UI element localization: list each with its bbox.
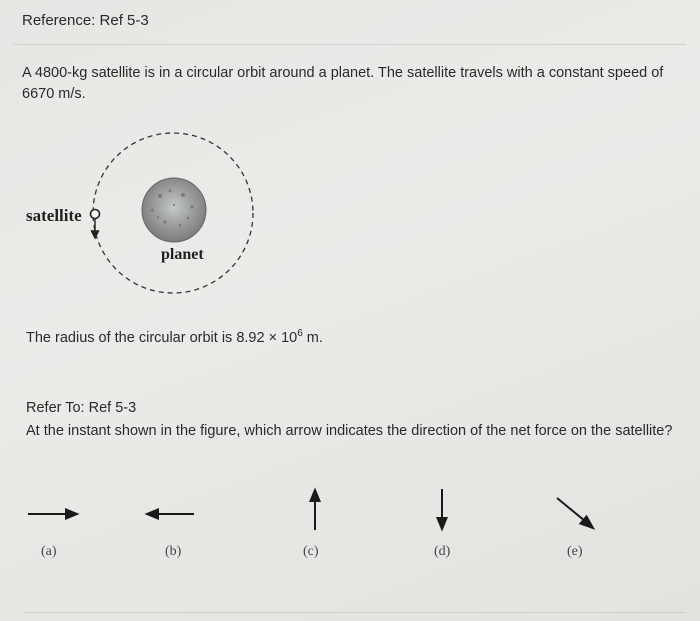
choice-e-label: (e) bbox=[567, 544, 583, 559]
choice-a-label: (a) bbox=[41, 544, 57, 559]
radius-exponent: 6 bbox=[297, 328, 303, 340]
radius-prefix: The radius of the circular orbit is 8.92 × 10 bbox=[26, 330, 298, 346]
arrow-b bbox=[147, 510, 194, 519]
title-divider bbox=[14, 44, 686, 45]
question-text: At the instant shown in the figure, which arrow indicates the direction of the net force on the satellite? bbox=[26, 423, 673, 439]
planet-label: planet bbox=[161, 246, 204, 263]
satellite-label: satellite bbox=[26, 206, 82, 225]
planet-body bbox=[142, 178, 206, 242]
reference-title: Reference: Ref 5-3 bbox=[22, 12, 149, 29]
bottom-divider bbox=[24, 612, 686, 613]
radius-suffix: m. bbox=[302, 330, 323, 346]
refer-to-text: Refer To: Ref 5-3 bbox=[26, 400, 137, 416]
problem-text: A 4800-kg satellite is in a circular orbit around a planet. The satellite travels with a constant speed of 6670 m/s. bbox=[22, 65, 664, 102]
choice-d-label: (d) bbox=[434, 544, 451, 559]
choice-b-label: (b) bbox=[165, 544, 182, 559]
arrow-d bbox=[438, 489, 447, 529]
arrow-a bbox=[28, 510, 77, 519]
satellite-marker bbox=[91, 210, 100, 219]
satellite-velocity-arrow bbox=[92, 219, 99, 238]
orbit-path bbox=[93, 133, 253, 293]
choice-c-label: (c) bbox=[303, 544, 319, 559]
planet-texture bbox=[151, 190, 194, 227]
arrow-e bbox=[557, 498, 593, 528]
radius-text bbox=[26, 328, 323, 349]
arrow-c bbox=[311, 490, 320, 530]
